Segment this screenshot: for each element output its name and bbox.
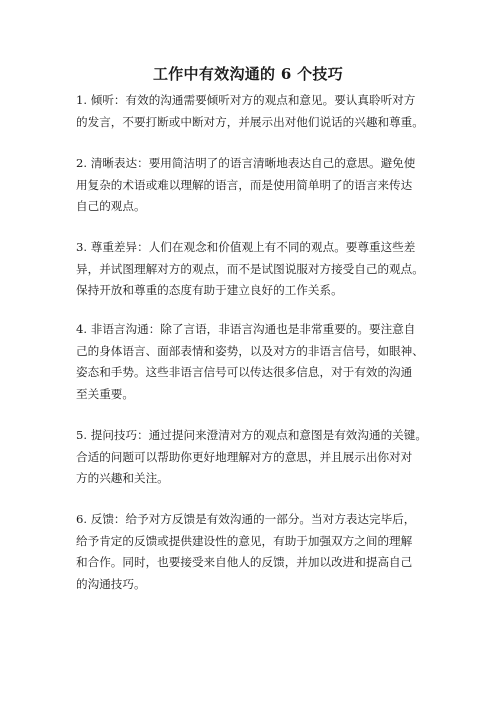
paragraph-questioning <box>76 425 466 490</box>
paragraph-clear-expression <box>76 153 466 218</box>
paragraph-line: 自己的观点。 <box>76 199 146 214</box>
document-title: 工作中有效沟通的 6 个技巧 <box>152 65 344 83</box>
paragraph-line: 给予肯定的反馈或提供建设性的意见，有助于加强双方之间的理解 <box>76 533 413 548</box>
paragraph-listening <box>76 90 466 133</box>
paragraph-line: 用复杂的术语或难以理解的语言，而是使用简单明了的语言来传达 <box>76 177 413 192</box>
paragraph-line: 的发言，不要打断或中断对方，并展示出对他们说话的兴趣和尊重。 <box>76 114 424 129</box>
paragraph-line: 方的兴趣和关注。 <box>76 471 169 486</box>
paragraph-line: 姿态和手势。这些非语言信号可以传达很多信息，对于有效的沟通 <box>76 365 413 380</box>
paragraph-line: 异，并试图理解对方的观点，而不是试图说服对方接受自己的观点。 <box>76 261 424 276</box>
paragraph-line: 至关重要。 <box>76 386 134 401</box>
paragraph-line: 5. 提问技巧：通过提问来澄清对方的观点和意图是有效沟通的关键。 <box>76 428 427 442</box>
paragraph-respect-differences <box>76 237 466 302</box>
paragraph-line: 3. 尊重差异：人们在观念和价值观上有不同的观点。要尊重这些差 <box>76 240 416 254</box>
paragraph-line: 和合作。同时，也要接受来自他人的反馈，并加以改进和提高自己 <box>76 555 413 570</box>
paragraph-line: 的沟通技巧。 <box>76 576 146 591</box>
paragraph-line: 1. 倾听：有效的沟通需要倾听对方的观点和意见。要认真聆听对方 <box>76 93 416 107</box>
paragraph-nonverbal <box>76 319 466 405</box>
paragraph-line: 6. 反馈：给予对方反馈是有效沟通的一部分。当对方表达完毕后， <box>76 512 416 526</box>
paragraph-line: 合适的问题可以帮助你更好地理解对方的意思，并且展示出你对对 <box>76 449 413 464</box>
paragraph-line: 2. 清晰表达：要用简洁明了的语言清晰地表达自己的意思。避免使 <box>76 156 416 170</box>
paragraph-feedback <box>76 509 466 595</box>
paragraph-line: 保持开放和尊重的态度有助于建立良好的工作关系。 <box>76 283 343 298</box>
paragraph-line: 己的身体语言、面部表情和姿势，以及对方的非语言信号，如眼神、 <box>76 343 424 358</box>
paragraph-line: 4. 非语言沟通：除了言语，非语言沟通也是非常重要的。要注意自 <box>76 322 416 336</box>
